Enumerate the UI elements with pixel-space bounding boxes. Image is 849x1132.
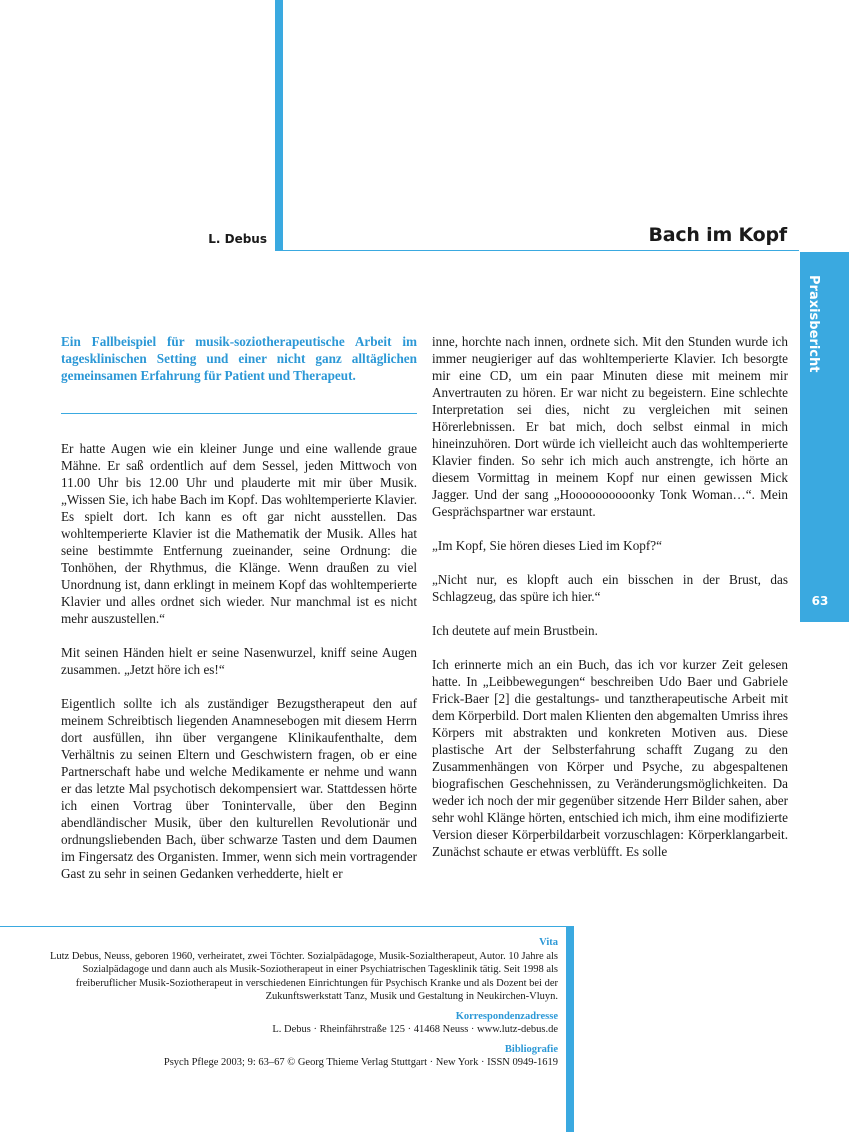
body-paragraph: Er hatte Augen wie ein kleiner Junge und eine wallende graue Mähne. Er saß ordentlich auf dem Sessel, jeden Mittwoch von 11.00 Uhr bis 12.00 Uhr und plauderte mit mir über Musik. „Wissen Sie, ich habe Bach im Kopf. Das wohltemperierte Klavier. Es spielt dort. Ich kann es oft gar nicht ausstellen. Das wohltemperierte Klavier ist die Mathematik der Musik. Alles hat seine bestimmte Entfernung zueinander, seine Ordnung: die Tonhöhen, der Rhythmus, die Klänge. Wenn draußen zu viel Unordnung ist, dann erklingt in meinem Kopf das wohltemperierte Klavier und alles ordnet sich wieder. Nur manchmal ist es nicht mehr auszustellen.“ bbox=[61, 441, 417, 626]
lead-paragraph: Ein Fallbeispiel für musik-soziotherapeutische Arbeit im tagesklinischen Setting und einer nicht ganz alltäglichen gemeinsamen Erfahrung für Patient und Therapeut. bbox=[61, 334, 417, 383]
bibliography-heading: Bibliografie bbox=[504, 1043, 558, 1055]
footer-rule bbox=[0, 926, 566, 927]
body-paragraph: Eigentlich sollte ich als zuständiger Bezugstherapeut den auf meinem Schreibtisch liegenden Anamnesebogen mit diesem Herrn dort ausfüllen, ihn über vergangene Klinikaufenthalte, dem Verhältnis zu seinen Eltern und Geschwistern fragen, ob er eine Partnerschaft habe und welche Medikamente er nehme und wann er das letzte Mal psychotisch dekompensiert war. Stattdessen hörte ich einen Vortrag über Tonintervalle, über den Beginn abendländischer Musik, über den kulturellen Revolutionär und ordnungsliebenden Bach, über schwarze Tasten und dem Daumen im Fingersatz des Organisten. Immer, wenn sich mein vortragender Gast zu sehr in seinen Gedanken verhedderte, hielt er bbox=[61, 696, 417, 881]
body-paragraph: Mit seinen Händen hielt er seine Nasenwurzel, kniff seine Augen zusammen. „Jetzt höre ich es!“ bbox=[61, 645, 417, 677]
left-column bbox=[61, 333, 417, 899]
body-paragraph: „Nicht nur, es klopft auch ein bisschen in der Brust, das Schlagzeug, das spüre ich hier.“ bbox=[432, 572, 788, 604]
vita-text: Lutz Debus, Neuss, geboren 1960, verheiratet, zwei Töchter. Sozialpädagoge, Musik-Sozialtherapeut, Autor. 10 Jahre als Sozialpädagoge und dann auch als Musik-Soziotherapeut in einer Psychiatrischen Tagesklinik tätig. Seit 1998 als freiberuflicher Musik-Soziotherapeut in verschiedenen Einrichtungen für Psychisch Kranke und als Dozent bei der Zukunftswerkstatt Tanz, Musik und Gestaltung in Neukirchen-Vluyn. bbox=[49, 950, 558, 1002]
bibliography-text: Psych Pflege 2003; 9: 63–67 © Georg Thieme Verlag Stuttgart · New York · ISSN 0949-1619 bbox=[163, 1057, 558, 1068]
body-paragraph: Ich erinnerte mich an ein Buch, das ich vor kurzer Zeit gelesen hatte. In „Leibbewegungen“ beschreiben Udo Baer und Gabriele Frick-Baer [2] die gestaltungs- und tanztherapeutische Arbeit mit dem Körperbild. Dort malen Klienten den abgemalten Umriss ihres Körpers mit abstrakten und konkreten Motiven aus. Diese plastische Art der Selbsterfahrung schafft Zugang zu den Zusammenhängen von Körper und Psyche, zu abgespaltenen biografischen Geschehnissen, zu Veränderungsmöglichkeiten. Da weder ich noch der mir gegenüber sitzende Herr Bilder sahen, aber sehr wohl Klänge hörten, entschied ich mich, ihm eine modifizierte Version dieser Körperbildarbeit vorzuschlagen: Körperklangarbeit. Zunächst schaute er etwas verblüfft. Es solle bbox=[432, 657, 788, 859]
header-accent-bar bbox=[275, 0, 283, 251]
contact-heading: Korrespondenzadresse bbox=[455, 1010, 558, 1022]
lead-divider bbox=[61, 413, 417, 414]
section-label: Praxisbericht bbox=[806, 275, 821, 373]
footer-info bbox=[40, 936, 558, 1070]
body-paragraph: inne, horchte nach innen, ordnete sich. Mit den Stunden wurde ich immer neugieriger auf das wohltemperierte Klavier. Ich besorgte mir eine CD, um ein paar Minuten diese mit meinem mir Anvertrauten zu hören. Er war nicht zu begeistern. Eine schlechte Interpretation sei dies, nicht zu vergleichen mit seinen Hörerlebnissen. Er bat mich, doch selbst einmal in mich hineinzuhören. Dort würde ich vielleicht auch das wohltemperierte Klavier finden. So sehr ich mich auch anstrengte, ich hörte an diesem Vormittag in meinem Kopf nur einen gewissen Mick Jagger. Und der sang „Hoooooooooonky Tonk Woman…“. Mein Gesprächspartner war erstaunt. bbox=[432, 334, 788, 519]
body-paragraph: „Im Kopf, Sie hören dieses Lied im Kopf?“ bbox=[432, 538, 662, 553]
author-name: L. Debus bbox=[208, 232, 267, 246]
right-column bbox=[432, 333, 788, 877]
page-number: 63 bbox=[811, 594, 829, 608]
footer-accent-bar bbox=[566, 926, 574, 1132]
article-title: Bach im Kopf bbox=[648, 224, 787, 246]
header-rule bbox=[275, 250, 799, 251]
vita-heading: Vita bbox=[539, 937, 558, 948]
body-paragraph: Ich deutete auf mein Brustbein. bbox=[432, 623, 598, 638]
contact-text: L. Debus · Rheinfährstraße 125 · 41468 Neuss · www.lutz-debus.de bbox=[272, 1024, 558, 1035]
